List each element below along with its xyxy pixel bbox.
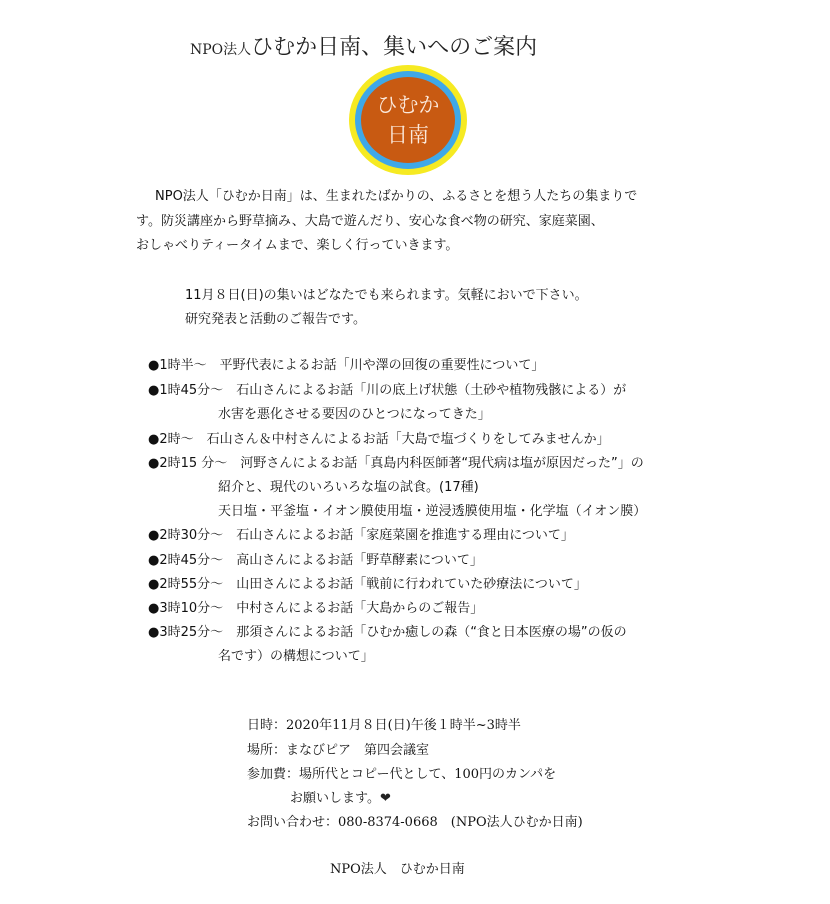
schedule-time: ●3時10分～ (148, 601, 224, 616)
schedule-text: 中村さんによるお話「大島からのご報告」 (236, 601, 484, 616)
footer-org: NPO法人 ひむか日南 (330, 862, 465, 877)
schedule-text: 山田さんによるお話「戦前に行われていた砂療法について」 (236, 577, 587, 592)
logo-line2: 日南 (387, 123, 429, 147)
schedule-item-4-cont-1: 紹介と、現代のいろいろな塩の試食。(17種) (218, 480, 479, 495)
schedule-item-3 (148, 428, 610, 452)
title-main: ひむか日南、集いへのご案内 (251, 35, 538, 60)
event-fee: 参加費：場所代とコピー代として、100円のカンパを (247, 767, 557, 782)
schedule-time: ●2時45分～ (148, 553, 224, 568)
logo-core (361, 77, 455, 163)
schedule-time: ●2時～ (148, 432, 194, 447)
heart-icon: ❤ (379, 791, 391, 806)
schedule-text: 那須さんによるお話「ひむか癒しの森（“食と日本医療の場”の仮の (236, 625, 627, 640)
schedule-item-4 (148, 452, 644, 476)
intro-line-3: おしゃべりティータイムまで、楽しく行っていきます。 (136, 238, 459, 253)
schedule-item-5 (148, 524, 574, 548)
logo (349, 65, 467, 175)
schedule-text: 平野代表によるお話「川や澤の回復の重要性について」 (219, 358, 545, 373)
schedule-text: 河野さんによるお話「真島内科医師著“現代病は塩が原因だった”」の (240, 456, 644, 471)
event-contact: お問い合わせ：080-8374-0668 (NPO法人ひむか日南) (247, 815, 583, 830)
schedule-item-2-cont: 水害を悪化させる要因のひとつになってきた」 (218, 407, 491, 422)
schedule-time: ●2時55分～ (148, 577, 224, 592)
schedule-item-6 (148, 549, 483, 573)
schedule-item-9 (148, 621, 627, 645)
schedule-text: 高山さんによるお話「野草酵素について」 (236, 553, 483, 568)
schedule-time: ●2時15 分～ (148, 456, 228, 471)
schedule-text: 石山さんによるお話「家庭菜園を推進する理由について」 (236, 528, 574, 543)
intro-line-1: NPO法人「ひむか日南」は、生まれたばかりの、ふるさとを想う人たちの集まりで (155, 189, 638, 204)
event-fee-cont (290, 787, 391, 811)
logo-line1: ひむか (376, 93, 440, 117)
schedule-time: ●1時半～ (148, 358, 207, 373)
page-title (190, 30, 537, 61)
title-prefix: NPO法人 (190, 42, 252, 58)
notice-line-1: 11月８日(日)の集いはどなたでも来られます。気軽においで下さい。 (185, 288, 588, 303)
notice-line-2: 研究発表と活動のご報告です。 (185, 312, 366, 327)
schedule-text: 石山さんによるお話「川の底上げ状態（土砂や植物残骸による）が (236, 383, 627, 398)
schedule-item-9-cont: 名です）の構想について」 (218, 649, 374, 664)
event-place: 場所：まなびピア 第四会議室 (247, 743, 430, 758)
schedule-item-1 (148, 354, 544, 378)
intro-line-2: す。防災講座から野草摘み、大島で遊んだり、安心な食べ物の研究、家庭菜園、 (136, 214, 604, 229)
event-datetime: 日時：2020年11月８日(日)午後１時半~3時半 (247, 718, 521, 733)
schedule-item-7 (148, 573, 587, 597)
fee-request-text: お願いします。 (290, 791, 380, 806)
schedule-time: ●1時45分～ (148, 383, 224, 398)
schedule-item-4-cont-2: 天日塩・平釜塩・イオン膜使用塩・逆浸透膜使用塩・化学塩（イオン膜） (218, 504, 647, 519)
schedule-time: ●3時25分～ (148, 625, 224, 640)
schedule-item-2 (148, 379, 626, 403)
schedule-item-8 (148, 597, 483, 621)
schedule-text: 石山さん＆中村さんによるお話「大島で塩づくりをしてみませんか」 (206, 432, 610, 447)
schedule-time: ●2時30分～ (148, 528, 224, 543)
